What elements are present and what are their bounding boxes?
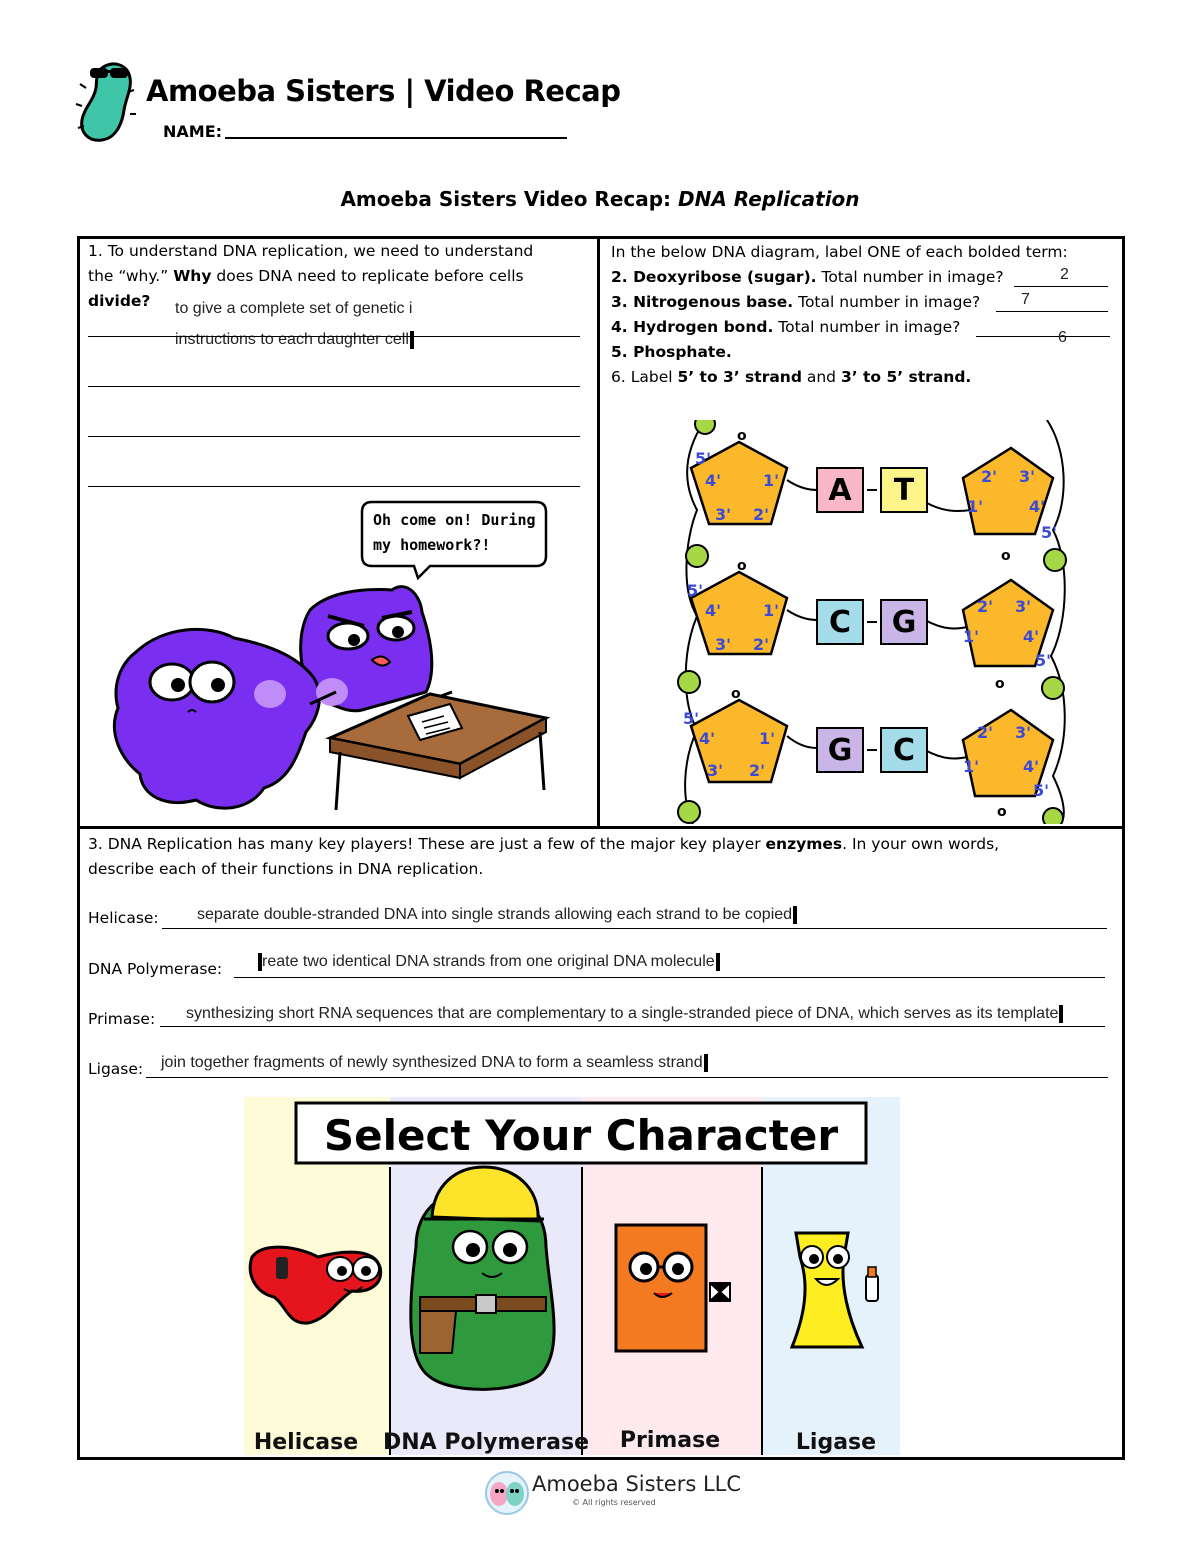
nitrogenous-base-t: T	[893, 473, 915, 508]
answer-rule	[88, 386, 580, 387]
ligase-label: Ligase:	[88, 1060, 144, 1078]
svg-text:4': 4'	[705, 471, 722, 490]
amoeba-sisters-homework-illustration	[100, 582, 560, 818]
dna-polymerase-answer-field[interactable]	[234, 977, 1105, 978]
svg-text:o: o	[737, 558, 747, 574]
text-cursor	[716, 953, 720, 971]
name-label: NAME:	[163, 122, 223, 141]
svg-text:1': 1'	[963, 757, 980, 776]
row-divider	[77, 826, 1125, 829]
svg-text:5': 5'	[1041, 523, 1058, 542]
speech-bubble-text: Oh come on! During my homework?!	[373, 511, 536, 554]
svg-text:4': 4'	[1029, 497, 1046, 516]
helicase-answer-field[interactable]	[162, 928, 1107, 929]
ligase-answer-field[interactable]	[146, 1077, 1108, 1078]
svg-text:2': 2'	[749, 761, 766, 780]
nitrogenous-base-g: G	[827, 733, 853, 768]
svg-text:2': 2'	[977, 597, 994, 616]
column-divider	[597, 236, 600, 829]
svg-text:5': 5'	[1033, 781, 1050, 800]
dna-polymerase-label: DNA Polymerase:	[88, 960, 223, 978]
svg-text:1': 1'	[967, 497, 984, 516]
character-name: Helicase	[253, 1430, 359, 1455]
name-field[interactable]	[225, 137, 567, 139]
svg-text:3': 3'	[1015, 723, 1032, 742]
dna-diagram	[675, 420, 1075, 824]
document-title: Amoeba Sisters Video Recap: DNA Replication	[340, 187, 860, 211]
svg-text:o: o	[737, 428, 747, 444]
text-cursor	[410, 331, 414, 349]
header-title: Amoeba Sisters | Video Recap	[146, 74, 621, 108]
nitrogenous-base-c: C	[828, 605, 852, 640]
dna-polymerase-answer: reate two identical DNA strands from one original DNA molecule	[257, 953, 720, 971]
svg-text:5': 5'	[1035, 651, 1052, 670]
nitrogenous-base-g: G	[891, 605, 917, 640]
svg-text:4': 4'	[1023, 627, 1040, 646]
character-name: DNA Polymerase	[382, 1430, 590, 1455]
primase-answer-field[interactable]	[160, 1026, 1105, 1027]
text-cursor	[793, 906, 797, 924]
base-pair-row	[691, 428, 1057, 564]
answer-rule	[88, 486, 580, 487]
ligase-answer: join together fragments of newly synthesized DNA to form a seamless strand	[161, 1054, 708, 1072]
svg-text:1': 1'	[763, 471, 780, 490]
hydrogen-bond-answer: 6	[1058, 329, 1067, 346]
svg-text:1': 1'	[963, 627, 980, 646]
svg-text:5': 5'	[695, 449, 712, 468]
footer-rights: © All rights reserved	[572, 1498, 656, 1507]
svg-text:4': 4'	[705, 601, 722, 620]
svg-text:2': 2'	[753, 635, 770, 654]
question-2-6: In the below DNA diagram, label ONE of each bolded term: 2. Deoxyribose (sugar). Total number in image? 3. Nitrogenous base. Total number in image? 4. Hydrogen bond. Total number in image? 5. Phosphate. 6. Label 5’ to 3’ strand and 3’ to 5’ strand.	[611, 243, 1068, 386]
answer-rule	[88, 436, 580, 437]
svg-text:3': 3'	[1015, 597, 1032, 616]
select-your-character-illustration	[244, 1097, 900, 1455]
svg-text:3': 3'	[715, 635, 732, 654]
svg-text:3': 3'	[707, 761, 724, 780]
helicase-label: Helicase:	[88, 909, 159, 927]
nitrogenous-base-c: C	[892, 733, 916, 768]
base-pair-row	[687, 558, 1053, 692]
deoxyribose-answer: 2	[1060, 266, 1069, 283]
character-name: Ligase	[795, 1430, 877, 1455]
q1-answer-line-1[interactable]: to give a complete set of genetic i	[175, 300, 413, 317]
amoeba-mascot-logo	[72, 54, 148, 146]
answer-rule	[88, 336, 580, 337]
primase-answer: synthesizing short RNA sequences that are complementary to a single-stranded piece of DNA, which serves as its template	[186, 1005, 1063, 1023]
svg-text:4': 4'	[1023, 757, 1040, 776]
helicase-answer: separate double-stranded DNA into single strands allowing each strand to be copied	[197, 906, 797, 924]
svg-text:1': 1'	[759, 729, 776, 748]
svg-text:o: o	[1001, 548, 1011, 564]
character-banner: Select Your Character	[323, 1111, 839, 1160]
svg-text:o: o	[731, 686, 741, 702]
text-cursor	[1059, 1005, 1063, 1023]
deoxyribose-answer-field[interactable]	[1014, 286, 1108, 287]
nitrogenous-base-answer-field[interactable]	[996, 311, 1108, 312]
svg-text:2': 2'	[981, 467, 998, 486]
svg-text:o: o	[997, 804, 1007, 820]
question-1: 1. To understand DNA replication, we need to understand the “why.” Why does DNA need to replicate before cells divide?	[88, 242, 534, 310]
character-name: Primase	[619, 1428, 721, 1453]
footer-brand: Amoeba Sisters LLC	[532, 1472, 742, 1496]
svg-text:3': 3'	[1019, 467, 1036, 486]
svg-text:5': 5'	[687, 581, 704, 600]
text-cursor	[704, 1054, 708, 1072]
nitrogenous-base-a: A	[828, 473, 852, 508]
svg-text:3': 3'	[715, 505, 732, 524]
svg-text:4': 4'	[699, 729, 716, 748]
svg-text:2': 2'	[753, 505, 770, 524]
svg-text:1': 1'	[763, 601, 780, 620]
base-pair-row	[683, 686, 1053, 820]
hydrogen-bond-answer-field[interactable]	[976, 336, 1110, 337]
amoeba-sisters-footer-logo	[484, 1470, 530, 1516]
question-3: 3. DNA Replication has many key players! These are just a few of the major key player enzymes. In your own words, describe each of their functions in DNA replication.	[88, 835, 1000, 878]
q1-answer-line-2[interactable]: instructions to each daughter cell	[175, 331, 414, 349]
svg-text:o: o	[995, 676, 1005, 692]
svg-text:5': 5'	[683, 709, 700, 728]
nitrogenous-base-answer: 7	[1021, 291, 1030, 308]
primase-label: Primase:	[88, 1010, 156, 1028]
svg-text:2': 2'	[977, 723, 994, 742]
